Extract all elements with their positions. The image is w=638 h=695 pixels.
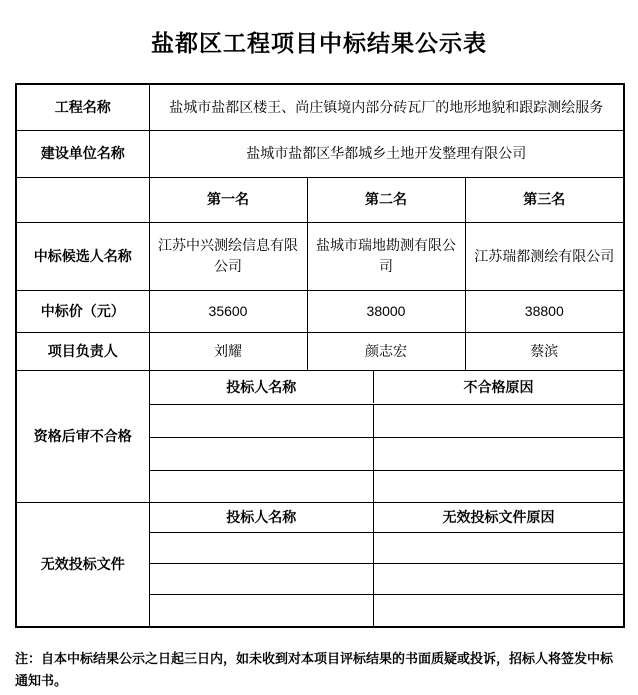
leader-label: 项目负责人 <box>16 332 149 370</box>
table-row <box>16 370 624 404</box>
bid-result-table <box>15 83 625 628</box>
pq-row-2-reason <box>374 438 623 470</box>
rank-third-header: 第三名 <box>465 177 624 222</box>
price-1: 35600 <box>149 290 307 332</box>
invalid-row-1-bidder <box>150 533 374 563</box>
table-row <box>16 290 624 332</box>
invalid-row-3 <box>149 594 624 627</box>
invalid-row-1 <box>149 532 624 563</box>
pq-bidder-header: 投标人名称 <box>150 371 374 403</box>
invalid-row-1-reason <box>374 533 623 563</box>
owner-label: 建设单位名称 <box>16 130 149 177</box>
pq-row-1 <box>149 404 624 437</box>
price-label: 中标价（元） <box>16 290 149 332</box>
pq-row-3-reason <box>374 471 623 502</box>
invalid-reason-header: 无效投标文件原因 <box>442 508 555 525</box>
rank-second-header: 第二名 <box>307 177 465 222</box>
pq-row-3 <box>149 470 624 502</box>
rank-empty-cell <box>16 177 149 222</box>
invalid-row-2 <box>149 563 624 594</box>
pq-row-2-bidder <box>150 438 374 470</box>
project-name-value: 盐城市盐都区楼王、尚庄镇境内部分砖瓦厂的地形地貌和跟踪测绘服务 <box>149 84 624 130</box>
table-row <box>16 84 624 130</box>
invalid-row-2-bidder <box>150 564 374 594</box>
pq-subheader-row <box>149 370 624 404</box>
invalid-row-3-reason <box>374 595 623 626</box>
table-row <box>16 222 624 290</box>
page-title: 盐都区工程项目中标结果公示表 <box>151 30 487 56</box>
pq-reason-header: 不合格原因 <box>463 378 534 395</box>
leader-1: 刘耀 <box>149 332 307 370</box>
table-row <box>16 130 624 177</box>
pq-row-1-reason <box>374 405 623 437</box>
price-3: 38800 <box>465 290 624 332</box>
invalid-subheader-row <box>149 502 624 532</box>
table-row <box>16 177 624 222</box>
rank-first-header: 第一名 <box>149 177 307 222</box>
pq-row-3-bidder <box>150 471 374 502</box>
footnote: 注：自本中标结果公示之日起三日内，如未收到对本项目评标结果的书面质疑或投诉，招标人将签发中标通知书。 <box>15 651 614 688</box>
pq-row-2 <box>149 437 624 470</box>
candidates-label: 中标候选人名称 <box>16 222 149 290</box>
candidate-3: 江苏瑞都测绘有限公司 <box>465 222 624 290</box>
invalid-row-3-bidder <box>150 595 374 626</box>
post-qualification-label: 资格后审不合格 <box>16 370 149 502</box>
leader-2: 颜志宏 <box>307 332 465 370</box>
invalid-bidder-header: 投标人名称 <box>150 503 374 532</box>
leader-3: 蔡滨 <box>465 332 624 370</box>
invalid-row-2-reason <box>374 564 623 594</box>
project-name-label: 工程名称 <box>16 84 149 130</box>
table-row <box>16 502 624 532</box>
price-2: 38000 <box>307 290 465 332</box>
owner-value: 盐城市盐都区华都城乡土地开发整理有限公司 <box>149 130 624 177</box>
table-row <box>16 332 624 370</box>
invalid-docs-label: 无效投标文件 <box>16 502 149 627</box>
candidate-2: 盐城市瑞地勘测有限公司 <box>307 222 465 290</box>
pq-row-1-bidder <box>150 405 374 437</box>
candidate-1: 江苏中兴测绘信息有限公司 <box>149 222 307 290</box>
